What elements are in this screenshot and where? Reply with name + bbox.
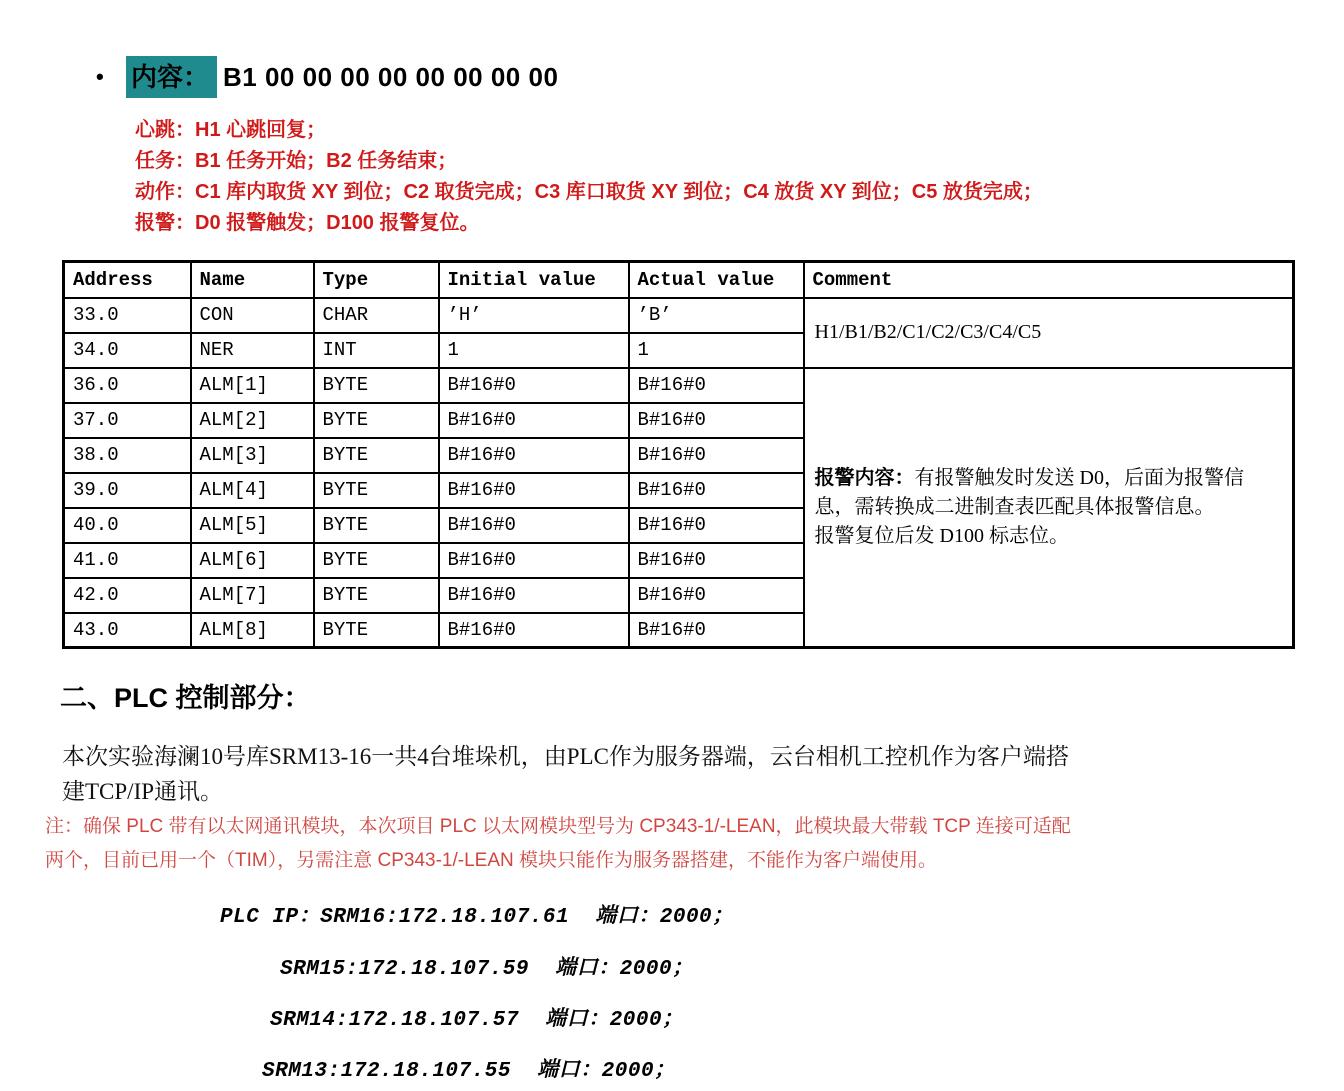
table-cell: B#16#0 <box>439 613 629 648</box>
table-cell: B#16#0 <box>629 508 804 543</box>
action-line: 动作：C1 库内取货 XY 到位；C2 取货完成；C3 库口取货 XY 到位；C4 放货 XY 到位；C5 放货完成； <box>135 181 1043 203</box>
table-cell: B#16#0 <box>629 578 804 613</box>
table-cell: ’B’ <box>629 298 804 333</box>
content-highlight-label: 内容： <box>126 56 217 98</box>
table-cell: BYTE <box>314 368 439 403</box>
table-cell: B#16#0 <box>439 438 629 473</box>
comment-cell-line-2: 报警复位后发 D100 标志位。 <box>814 524 1069 547</box>
header-type: Type <box>314 262 439 298</box>
table-cell: ALM[2] <box>191 403 314 438</box>
table-cell: 41.0 <box>64 543 191 578</box>
table-cell: B#16#0 <box>439 473 629 508</box>
table-cell: CHAR <box>314 298 439 333</box>
header-comment: Comment <box>804 262 1294 298</box>
content-bullet-line <box>96 56 558 98</box>
table-cell: ’H’ <box>439 298 629 333</box>
note-line-1: 注：确保 PLC 带有以太网通讯模块，本次项目 PLC 以太网模块型号为 CP343-1/-LEAN，此模块最大带载 TCP 连接可适配 <box>45 816 1071 837</box>
table-cell: ALM[8] <box>191 613 314 648</box>
table-cell: INT <box>314 333 439 368</box>
content-value: B1 00 00 00 00 00 00 00 00 <box>223 62 559 92</box>
table-cell: ALM[7] <box>191 578 314 613</box>
table-cell: 33.0 <box>64 298 191 333</box>
heartbeat-line: 心跳：H1 心跳回复； <box>135 119 327 141</box>
header-name: Name <box>191 262 314 298</box>
table-cell: BYTE <box>314 473 439 508</box>
table-cell: 39.0 <box>64 473 191 508</box>
section-heading: 二、PLC 控制部分： <box>60 683 311 713</box>
comment-cell: 报警内容：有报警触发时发送 D0，后面为报警信息，需转换成二进制查表匹配具体报警信息。 报警复位后发 D100 标志位。 <box>804 368 1294 648</box>
comment-cell: H1/B1/B2/C1/C2/C3/C4/C5 <box>804 298 1294 368</box>
alarm-line: 报警：D0 报警触发；D100 报警复位。 <box>135 212 480 234</box>
plc-ip-line-srm14: SRM14:172.18.107.57 端口：2000； <box>270 1009 684 1032</box>
table-header-row <box>64 262 1294 298</box>
table-cell: BYTE <box>314 613 439 648</box>
note-text <box>45 810 1071 878</box>
table-cell: B#16#0 <box>439 403 629 438</box>
table-cell: 38.0 <box>64 438 191 473</box>
task-line: 任务：B1 任务开始；B2 任务结束； <box>135 150 458 172</box>
table-cell: 34.0 <box>64 333 191 368</box>
note-line-2: 两个，目前已用一个（TIM），另需注意 CP343-1/-LEAN 模块只能作为服务器搭建，不能作为客户端使用。 <box>45 850 938 871</box>
table-cell: 1 <box>629 333 804 368</box>
table-cell: BYTE <box>314 438 439 473</box>
table-cell: BYTE <box>314 508 439 543</box>
table-cell: B#16#0 <box>439 543 629 578</box>
table-cell: BYTE <box>314 543 439 578</box>
plc-ip-line-srm15: SRM15:172.18.107.59 端口：2000； <box>280 958 694 981</box>
table-cell: ALM[5] <box>191 508 314 543</box>
table-cell: B#16#0 <box>439 508 629 543</box>
protocol-lines <box>135 115 1043 239</box>
table-cell: BYTE <box>314 578 439 613</box>
header-address: Address <box>64 262 191 298</box>
table-cell: B#16#0 <box>629 403 804 438</box>
header-actual-value: Actual value <box>629 262 804 298</box>
table-cell: ALM[3] <box>191 438 314 473</box>
table-cell: B#16#0 <box>439 578 629 613</box>
table-cell: B#16#0 <box>439 368 629 403</box>
table-cell: ALM[4] <box>191 473 314 508</box>
table-cell: BYTE <box>314 403 439 438</box>
paragraph-line-2: 建TCP/IP通讯。 <box>62 779 224 804</box>
plc-ip-line-srm16: PLC IP：SRM16:172.18.107.61 端口：2000； <box>220 906 734 929</box>
table-cell: 37.0 <box>64 403 191 438</box>
table-cell: NER <box>191 333 314 368</box>
table-cell: B#16#0 <box>629 613 804 648</box>
table-cell: 43.0 <box>64 613 191 648</box>
table-cell: B#16#0 <box>629 438 804 473</box>
table-cell: 1 <box>439 333 629 368</box>
table-cell: B#16#0 <box>629 473 804 508</box>
table-cell: B#16#0 <box>629 368 804 403</box>
table-cell: 36.0 <box>64 368 191 403</box>
paragraph-line-1: 本次实验海澜10号库SRM13-16一共4台堆垛机，由PLC作为服务器端，云台相机工控机作为客户端搭 <box>62 744 1069 769</box>
plc-ip-line-srm13: SRM13:172.18.107.55 端口：2000； <box>262 1060 676 1083</box>
table-row <box>64 368 1294 403</box>
table-cell: B#16#0 <box>629 543 804 578</box>
variable-table <box>62 260 1295 649</box>
header-initial-value: Initial value <box>439 262 629 298</box>
body-paragraph <box>62 739 1069 809</box>
table-cell: 42.0 <box>64 578 191 613</box>
table-cell: CON <box>191 298 314 333</box>
table-cell: ALM[1] <box>191 368 314 403</box>
table-cell: 40.0 <box>64 508 191 543</box>
table-cell: ALM[6] <box>191 543 314 578</box>
bullet-icon: • <box>96 64 104 89</box>
table-row <box>64 298 1294 333</box>
variable-table-body <box>64 298 1294 648</box>
